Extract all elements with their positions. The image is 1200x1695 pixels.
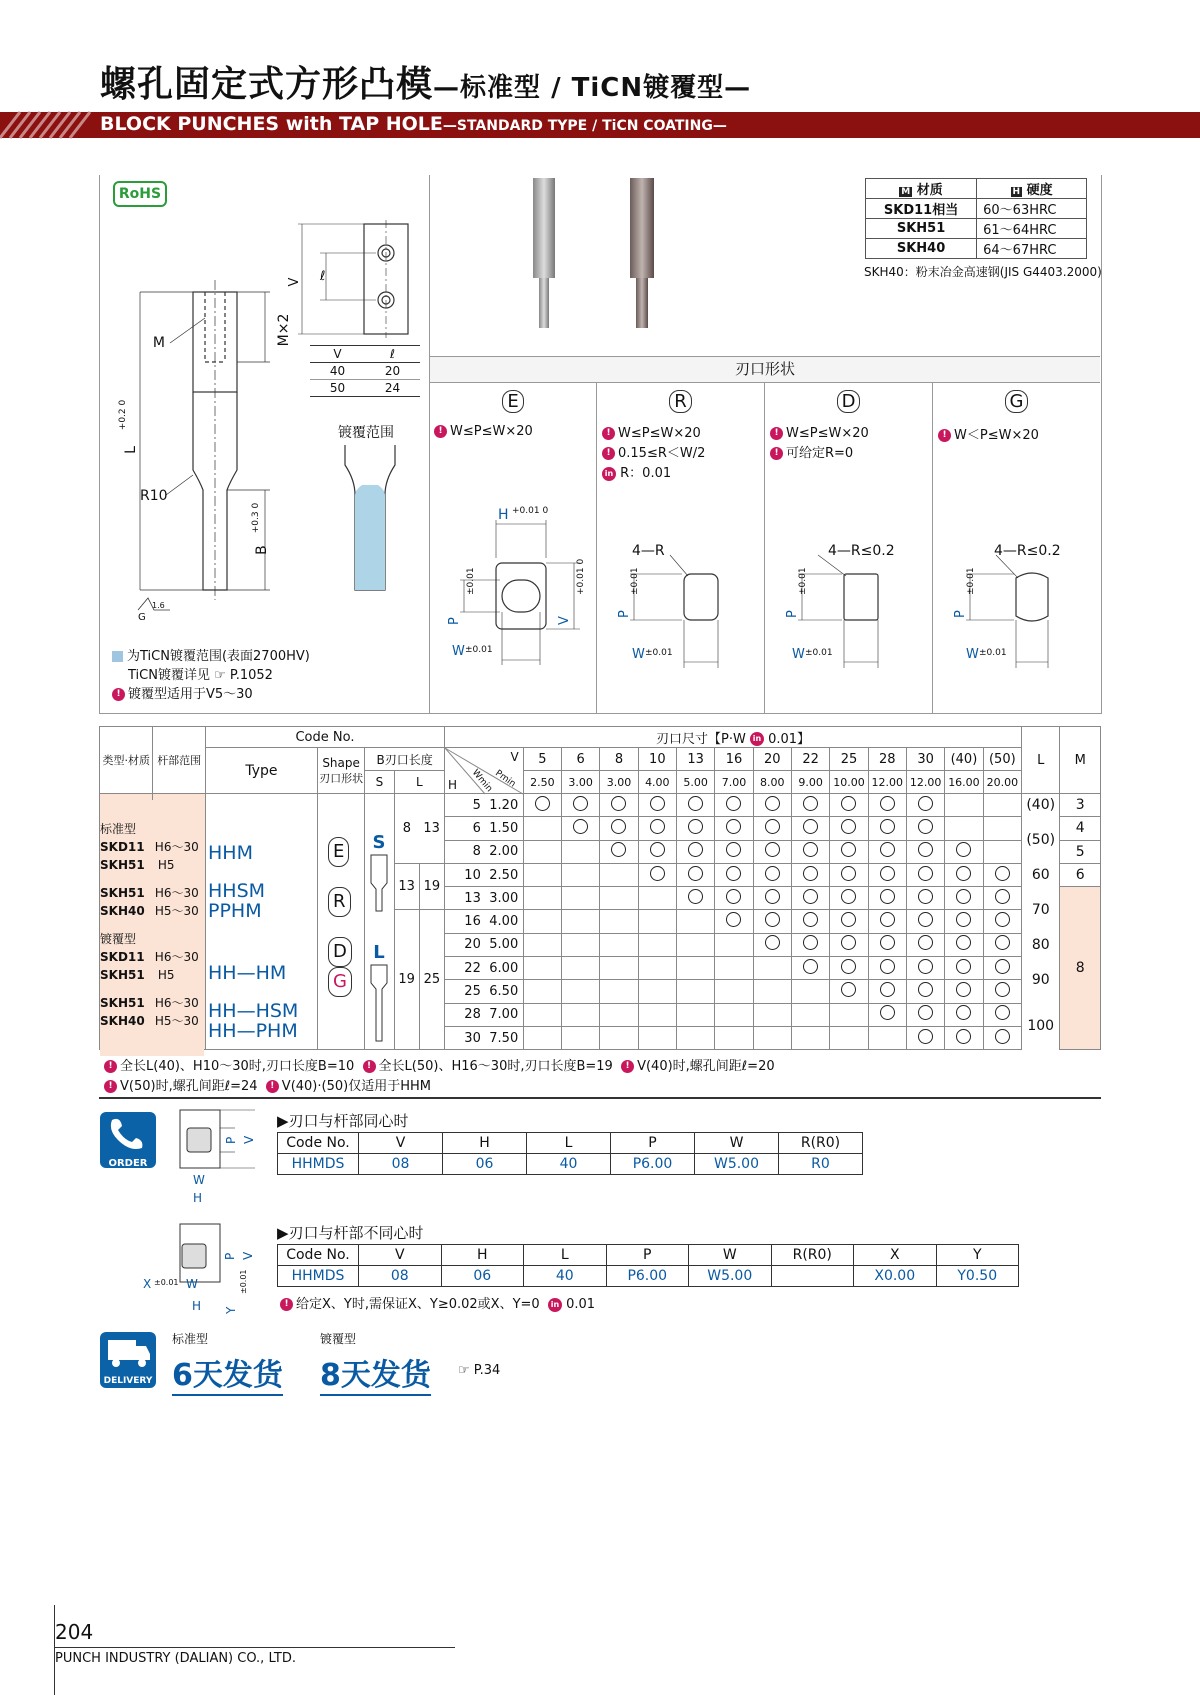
available-mark — [765, 819, 780, 834]
available-mark — [650, 842, 665, 857]
svg-text:W: W — [632, 647, 645, 662]
available-mark — [918, 982, 933, 997]
label-R10: R10 — [140, 488, 168, 504]
available-mark — [880, 842, 895, 857]
shape-G-notes: ! W＜P≤W×20 — [938, 424, 1039, 443]
svg-text:±0.01: ±0.01 — [154, 1278, 179, 1287]
available-mark — [573, 819, 588, 834]
svg-text:4—R: 4—R — [632, 543, 665, 559]
delivery-ref: ☞ P.34 — [458, 1363, 501, 1378]
available-mark — [880, 819, 895, 834]
available-mark — [880, 912, 895, 927]
svg-text:+0.3 0: +0.3 0 — [251, 502, 261, 534]
available-mark — [726, 842, 741, 857]
order-table-2: Code No. V H L P W R(R0) X Y HHMDS 08 06 40 P6.00 W5.00 X0.00 Y0.50 — [277, 1244, 1019, 1287]
title-en: BLOCK PUNCHES with TAP HOLE—STANDARD TYPE / TiCN COATING— — [100, 113, 727, 135]
svg-text:W: W — [966, 647, 979, 662]
available-mark — [803, 889, 818, 904]
svg-text:4—R≤0.2: 4—R≤0.2 — [828, 543, 895, 559]
available-mark — [573, 796, 588, 811]
available-mark — [918, 1005, 933, 1020]
available-mark — [688, 796, 703, 811]
available-mark — [765, 796, 780, 811]
svg-text:1.6: 1.6 — [152, 601, 165, 610]
svg-text:H: H — [193, 1191, 203, 1205]
table-row: 8 2.00 5 — [100, 840, 1101, 863]
table-row: 8 13 5 1.20 (40) 3 — [100, 794, 1101, 817]
svg-text:+0.01 0: +0.01 0 — [576, 558, 586, 595]
svg-text:P: P — [617, 610, 632, 618]
title-cn-sub: —标准型 / TiCN镀覆型— — [433, 73, 752, 103]
shape-R-notes: ! W≤P≤W×20 ! 0.15≤R＜W/2 in R：0.01 — [602, 424, 705, 484]
shape-D-notes: ! W≤P≤W×20 ! 可给定R=0 — [770, 424, 869, 464]
material-std: 标准型 SKD11 H6～30 SKH51 H5 SKH51 H6～30 SKH40 H5～30 镀覆型 SKD11 H6～30 SKH51 H5 SKH51 H6～30 SKH40 H5～30 — [100, 822, 199, 1028]
label-L: L — [123, 446, 139, 454]
svg-text:±0.01: ±0.01 — [630, 567, 640, 595]
svg-text:H: H — [192, 1299, 202, 1313]
svg-text:4—R≤0.2: 4—R≤0.2 — [994, 543, 1061, 559]
available-mark — [650, 819, 665, 834]
available-mark — [918, 796, 933, 811]
available-mark — [880, 935, 895, 950]
svg-text:ℓ: ℓ — [320, 269, 326, 284]
available-mark — [918, 819, 933, 834]
available-mark — [880, 1005, 895, 1020]
available-mark — [841, 889, 856, 904]
available-mark — [956, 866, 971, 881]
svg-text:V: V — [241, 1251, 255, 1260]
available-mark — [765, 935, 780, 950]
title-cn: 螺孔固定式方形凸模 — [100, 64, 434, 105]
svg-text:W: W — [186, 1277, 198, 1291]
available-mark — [880, 796, 895, 811]
table-row: 25 6.50 — [100, 980, 1101, 1003]
available-mark — [535, 796, 550, 811]
material-note: SKH40：粉末冶金高速钢(JIS G4403.2000) — [864, 265, 1102, 279]
available-mark — [765, 912, 780, 927]
available-mark — [650, 796, 665, 811]
table-row: 22 6.00 90 — [100, 957, 1101, 980]
available-mark — [726, 889, 741, 904]
available-mark — [918, 889, 933, 904]
svg-text:±0.01: ±0.01 — [239, 1269, 248, 1294]
available-mark — [995, 959, 1010, 974]
available-mark — [956, 959, 971, 974]
delivery-std: 6天发货 — [172, 1350, 283, 1396]
available-mark — [956, 935, 971, 950]
types-std: HHM HHSM PPHM — [208, 842, 266, 922]
vl-table: V ℓ 40 20 50 24 — [310, 345, 420, 397]
available-mark — [956, 1005, 971, 1020]
S-shank: S — [365, 832, 393, 917]
available-mark — [611, 796, 626, 811]
svg-text:W: W — [792, 647, 805, 662]
available-mark — [803, 842, 818, 857]
available-mark — [880, 959, 895, 974]
available-mark — [650, 866, 665, 881]
available-mark — [918, 842, 933, 857]
delivery-icon: DELIVERY — [100, 1332, 156, 1388]
shape-E-label: E — [502, 390, 523, 413]
delivery-std-label: 标准型 — [172, 1332, 209, 1346]
available-mark — [803, 796, 818, 811]
available-mark — [995, 1005, 1010, 1020]
delivery-coat: 8天发货 — [320, 1350, 431, 1396]
available-mark — [726, 796, 741, 811]
table-row: 13 3.00 70 8 — [100, 887, 1101, 910]
page-title — [100, 56, 751, 107]
available-mark — [918, 1029, 933, 1044]
svg-text:±0.01: ±0.01 — [966, 567, 976, 595]
order-heading-1: ▶刃口与杆部同心时 — [277, 1112, 409, 1130]
available-mark — [841, 959, 856, 974]
available-mark — [611, 819, 626, 834]
svg-text:W: W — [193, 1173, 205, 1187]
available-mark — [918, 912, 933, 927]
available-mark — [880, 866, 895, 881]
available-mark — [880, 889, 895, 904]
available-mark — [611, 842, 626, 857]
order-table-1: Code No. V H L P W R(R0) HHMDS 08 06 40 P6.00 W5.00 R0 — [277, 1132, 863, 1175]
available-mark — [956, 889, 971, 904]
available-mark — [803, 935, 818, 950]
product-photos — [525, 178, 685, 333]
available-mark — [688, 819, 703, 834]
available-mark — [765, 889, 780, 904]
table-notes: ! 全长L(40)、H10～30时,刃口长度B=10 ! 全长L(50)、H16～30时,刃口长度B=19 ! V(40)时,螺孔间距ℓ=20 ! V(50)时,螺孔间距ℓ=24 ! V(40)·(50)仅适用于HHM — [104, 1057, 775, 1097]
svg-text:±0.01: ±0.01 — [979, 648, 1007, 658]
available-mark — [726, 819, 741, 834]
table-row: 20 5.00 80 — [100, 933, 1101, 956]
svg-text:W: W — [452, 644, 465, 659]
label-Mx2: M×2 — [276, 313, 292, 347]
material-table: M 材质 H 硬度 SKD11相当 60～63HRC SKH51 61～64HRC SKH40 64～67HRC — [865, 178, 1087, 259]
svg-text:P: P — [785, 610, 800, 618]
svg-text:±0.01: ±0.01 — [466, 567, 476, 595]
svg-text:±0.01: ±0.01 — [798, 567, 808, 595]
svg-text:P: P — [223, 1252, 237, 1260]
available-mark — [995, 1029, 1010, 1044]
available-mark — [803, 819, 818, 834]
svg-text:V: V — [557, 616, 572, 625]
available-mark — [688, 866, 703, 881]
available-mark — [726, 866, 741, 881]
svg-text:±0.01: ±0.01 — [465, 645, 493, 655]
available-mark — [956, 982, 971, 997]
available-mark — [995, 982, 1010, 997]
svg-text:V: V — [242, 1135, 256, 1144]
available-mark — [841, 935, 856, 950]
available-mark — [841, 912, 856, 927]
coat-range-label: 镀覆范围 — [338, 425, 394, 441]
edge-shape-header: 刃口形状 — [430, 356, 1100, 383]
svg-text:Y: Y — [224, 1306, 238, 1314]
L-shank: L — [365, 942, 393, 1047]
available-mark — [765, 866, 780, 881]
available-mark — [995, 889, 1010, 904]
available-mark — [803, 866, 818, 881]
order-diagram-1 — [175, 1108, 265, 1208]
available-mark — [995, 912, 1010, 927]
shape-letters: E R D G — [328, 837, 352, 997]
label-M: M — [152, 335, 165, 351]
edge-size-header: 刃口尺寸【P·W in 0.01】 — [445, 727, 1022, 748]
available-mark — [880, 982, 895, 997]
svg-text:G: G — [138, 612, 146, 623]
available-mark — [956, 842, 971, 857]
diag-header-cell: V Pmin Wmin H — [445, 748, 524, 794]
shape-D-drawing — [778, 540, 928, 670]
available-mark — [841, 982, 856, 997]
available-mark — [803, 959, 818, 974]
svg-text:±0.01: ±0.01 — [805, 648, 833, 658]
available-mark — [841, 796, 856, 811]
svg-text:P: P — [224, 1136, 238, 1144]
shape-G-label: G — [1005, 390, 1029, 413]
page-number: 204 — [55, 1620, 94, 1644]
table-row: 6 1.50 (50) 4 — [100, 817, 1101, 840]
legend: 为TiCN镀覆范围(表面2700HV) TiCN镀覆详见 ☞ P.1052 ! 镀覆型适用于V5～30 — [112, 645, 310, 702]
order-note: ! 给定X、Y时,需保证X、Y≥0.02或X、Y=0 in 0.01 — [280, 1293, 595, 1312]
available-mark — [688, 889, 703, 904]
svg-text:+0.2 0: +0.2 0 — [118, 399, 128, 431]
svg-text:X: X — [143, 1277, 152, 1291]
svg-text:H: H — [498, 507, 509, 523]
svg-text:±0.01: ±0.01 — [645, 648, 673, 658]
available-mark — [765, 842, 780, 857]
delivery-coat-label: 镀覆型 — [320, 1332, 357, 1346]
available-mark — [995, 935, 1010, 950]
svg-text:V: V — [287, 277, 302, 287]
order-icon: ORDER — [100, 1112, 156, 1168]
order-diagram-2 — [140, 1222, 265, 1322]
available-mark — [918, 935, 933, 950]
available-mark — [995, 866, 1010, 881]
company-name: PUNCH INDUSTRY (DALIAN) CO., LTD. — [55, 1651, 296, 1666]
available-mark — [841, 842, 856, 857]
available-mark — [841, 819, 856, 834]
shape-E-drawing — [440, 500, 590, 670]
table-row: 30 7.50 — [100, 1026, 1101, 1049]
available-mark — [803, 912, 818, 927]
available-mark — [956, 1029, 971, 1044]
table-row: 28 7.00 100 — [100, 1003, 1101, 1026]
table-row: 13 19 10 2.50 60 6 — [100, 863, 1101, 886]
spec-table: 类型·材质 杆部范围 Code No. 刃口尺寸【P·W in 0.01】 L M Type Shape 刃口形状 B刃口长度 V Pmin Wmin H 5 6 8 10 13 16 20 22 25 28 30 (40) (50) S L 2.50 3.00 3.00 4.00 5.00 7.00 8.00 9.00 10.00 12.00 12.00 16.00 20.00 8 13 5 1.20 (40) 3 6 1.50 (50) 4 8 2.00 5 13 19 10 2.50 60 6 13 3.00 70 8 19 25 16 4.00 20 5.00 80 22 6.00 90 25 6.50 28 7.00 100 30 7.50 — [99, 726, 1101, 1050]
order-heading-2: ▶刃口与杆部不同心时 — [277, 1224, 424, 1242]
available-mark — [726, 912, 741, 927]
label-B: B — [254, 545, 270, 555]
coat-range-drawing — [340, 445, 400, 595]
available-mark — [918, 959, 933, 974]
svg-text:P: P — [447, 617, 462, 625]
shape-D-label: D — [837, 390, 861, 413]
rohs-badge: RoHS — [113, 181, 167, 207]
svg-text:P: P — [953, 610, 968, 618]
shape-R-label: R — [669, 390, 692, 413]
svg-text:+0.01 0: +0.01 0 — [512, 506, 549, 516]
shape-E-notes: ! W≤P≤W×20 — [434, 424, 533, 439]
available-mark — [688, 842, 703, 857]
available-mark — [841, 866, 856, 881]
available-mark — [918, 866, 933, 881]
top-view-drawing — [287, 220, 420, 340]
table-row: 19 25 16 4.00 — [100, 910, 1101, 933]
available-mark — [956, 912, 971, 927]
shape-G-drawing — [946, 540, 1096, 670]
shape-R-drawing — [610, 540, 760, 670]
types-coat: HH—HM HH—HSM HH—PHM — [208, 962, 299, 1042]
